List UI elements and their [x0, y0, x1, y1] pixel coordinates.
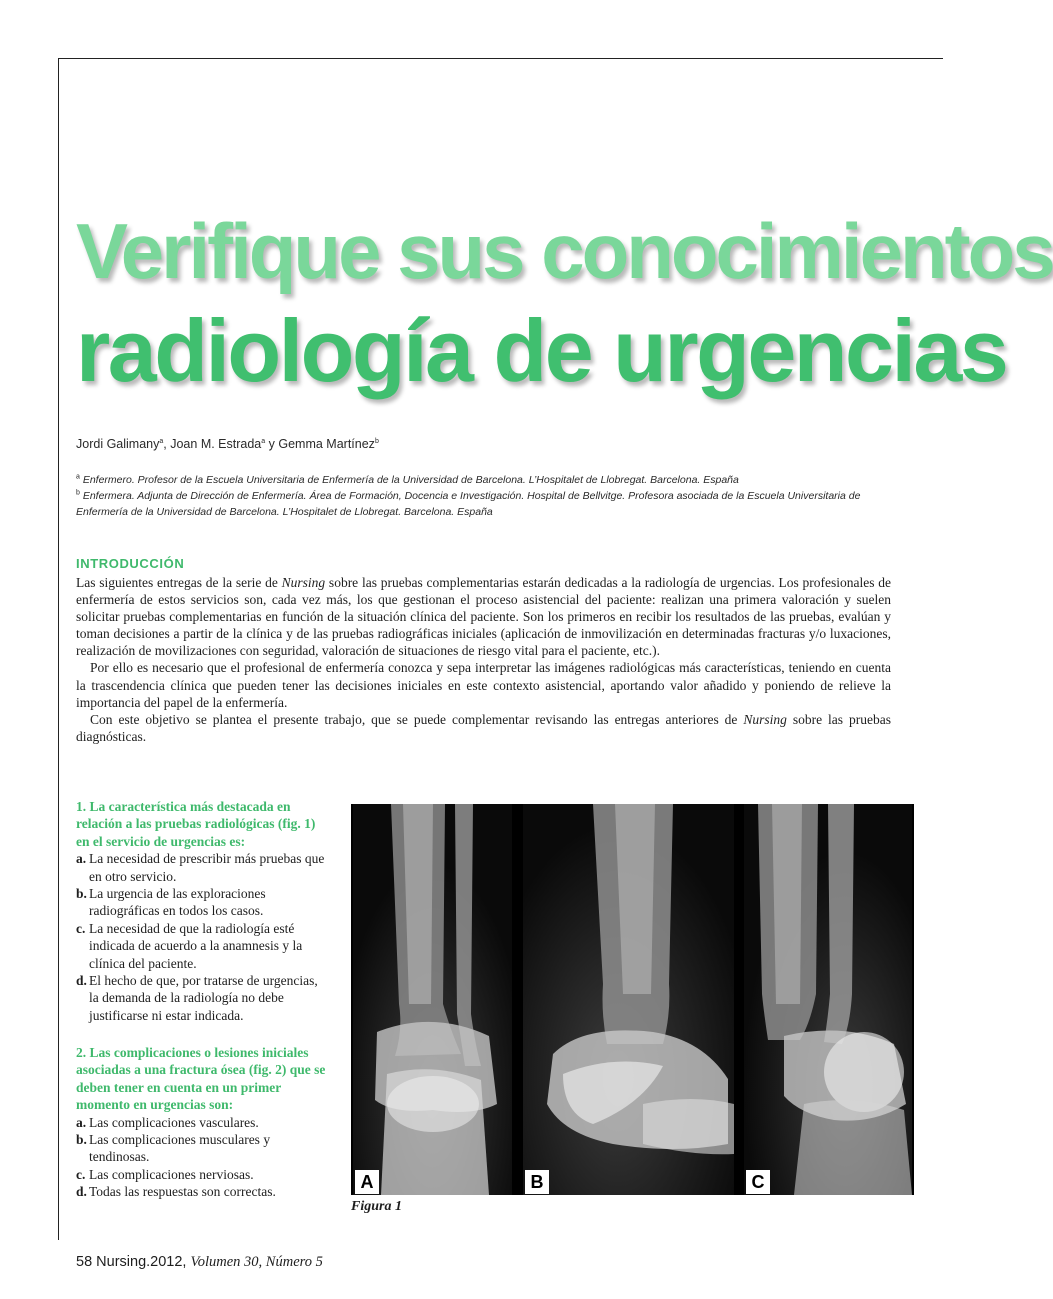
- intro-paragraph: Las siguientes entregas de la serie de Nursing sobre las pruebas complementarias estarán dedicadas a la radiología de urgencias. Los profesionales de enfermería de estos servicios son, cada vez más, los que gestionan el proceso asistencial del paciente: realizan una primera valoración y suelen solicitar pruebas complementarias en función de la situación clínica del paciente. Son los primeros en recibir los resultados de las pruebas, evalúan y toman decisiones a partir de la clínica y de las pruebas radiográficas iniciales (aplicación de inmovilización en determinadas fracturas y/o luxaciones, realización de movilizaciones con seguridad, valoración de situaciones de riesgo vital para el paciente, etc.).: [76, 575, 891, 659]
- panel-label: A: [355, 1170, 379, 1194]
- option-text: El hecho de que, por tratarse de urgencias, la demanda de la radiología no debe justificarse ni estar indicada.: [89, 973, 318, 1023]
- affiliation-superscript: a: [76, 473, 80, 481]
- option-letter: a.: [76, 851, 87, 867]
- xray-panel-b: [523, 804, 734, 1195]
- affiliation-a: [76, 472, 896, 488]
- article-title-line-2: radiología de urgencias: [76, 301, 1007, 400]
- affiliation-text: Enfermero. Profesor de la Escuela Universitaria de Enfermería de la Universidad de Barcelona. L’Hospitalet de Llobregat. Barcelona. España: [82, 474, 739, 486]
- question-2: [76, 1044, 328, 1201]
- option-text: La necesidad de que la radiología esté indicada de acuerdo a la anamnesis y la clínica del paciente.: [89, 920, 303, 971]
- panel-label: C: [746, 1170, 770, 1194]
- frame-top-rule: [58, 58, 943, 59]
- author-name: Joan M. Estrada: [170, 437, 262, 451]
- answer-option: [76, 850, 328, 885]
- ankle-oblique-xray-image: [744, 804, 912, 1195]
- option-text: Las complicaciones vasculares.: [89, 1114, 259, 1130]
- answer-option: [76, 1114, 328, 1131]
- page-footer: [76, 1254, 323, 1271]
- answer-option: [76, 1183, 328, 1200]
- question-1: [76, 798, 328, 1024]
- affiliation-b: [76, 488, 896, 520]
- page-number: 58: [76, 1254, 93, 1270]
- ankle-frontal-xray-image: [353, 804, 512, 1195]
- affiliation-text: Enfermera. Adjunta de Dirección de Enfermería. Área de Formación, Docencia e Investigación. Hospital de Bellvitge. Profesora asociada de la Escuela Universitaria de Enfermería de la Universidad de Barcelona. L’Hospitalet de Llobregat. Barcelona. España: [76, 490, 861, 518]
- xray-panel-c: [744, 804, 912, 1195]
- option-letter: d.: [76, 973, 87, 989]
- year: 2012,: [150, 1254, 187, 1270]
- option-text: Las complicaciones nerviosas.: [89, 1166, 254, 1182]
- xray-panel-a: [353, 804, 512, 1195]
- option-letter: a.: [76, 1114, 87, 1130]
- option-letter: d.: [76, 1184, 87, 1200]
- option-letter: c.: [76, 920, 86, 936]
- option-letter: c.: [76, 1166, 86, 1182]
- option-text: La urgencia de las exploraciones radiográficas en todos los casos.: [89, 886, 266, 919]
- option-text: Todas las respuestas son correctas.: [89, 1184, 276, 1200]
- journal-name: Nursing: [743, 711, 787, 727]
- answer-option: [76, 972, 328, 1024]
- answer-option: [76, 1166, 328, 1183]
- option-letter: b.: [76, 886, 87, 902]
- author-name: Gemma Martínez: [278, 437, 375, 451]
- intro-paragraph: Por ello es necesario que el profesional de enfermería conozca y sepa interpretar las imágenes radiológicas más características, teniendo en cuenta la trascendencia clínica que pueden tener las decisiones iniciales en este contexto asistencial, aportando valor añadido y poniendo de relieve la importancia del papel de la enfermería.: [76, 660, 891, 710]
- author-name: Jordi Galimany: [76, 437, 160, 451]
- section-heading: INTRODUCCIÓN: [76, 556, 185, 571]
- author-list: Jordi Galimany$^a$, Joan M. Estrada$^a$ y Gemma Martínez$^b$: [76, 437, 379, 451]
- article-title-line-1: Verifique sus conocimientos: [76, 207, 1053, 295]
- author-superscript: b: [374, 437, 379, 445]
- author-superscript: a: [261, 437, 266, 445]
- option-letter: b.: [76, 1132, 87, 1148]
- figure-caption: Figura 1: [351, 1199, 402, 1214]
- answer-option: [76, 920, 328, 972]
- answer-option: [76, 1131, 328, 1166]
- introduction-text: [76, 574, 891, 745]
- panel-label: B: [525, 1170, 549, 1194]
- volume-issue: Volumen 30, Número 5: [190, 1254, 323, 1270]
- figure-1-xray: [351, 804, 914, 1195]
- answer-option: [76, 885, 328, 920]
- journal-name: Nursing: [281, 575, 326, 590]
- option-text: La necesidad de prescribir más pruebas que en otro servicio.: [89, 851, 325, 884]
- option-text: Las complicaciones musculares y tendinosas.: [89, 1132, 271, 1165]
- author-joiner: y: [268, 437, 275, 451]
- question-title: 1. La característica más destacada en relación a las pruebas radiológicas (fig. 1) en el servicio de urgencias es:: [76, 799, 316, 849]
- intro-paragraph: Con este objetivo se plantea el presente trabajo, que se puede complementar revisando las entregas anteriores de Nursing sobre las pruebas diagnósticas.: [76, 711, 891, 744]
- question-title: 2. Las complicaciones o lesiones iniciales asociadas a una fractura ósea (fig. 2) que se deben tener en cuenta en un primer momento en urgencias son:: [76, 1045, 326, 1113]
- ankle-lateral-xray-image: [523, 804, 734, 1195]
- frame-left-rule: [58, 58, 59, 1240]
- author-superscript: a: [159, 437, 164, 445]
- journal-name: Nursing.: [96, 1254, 151, 1270]
- affiliation-superscript: b: [76, 489, 80, 497]
